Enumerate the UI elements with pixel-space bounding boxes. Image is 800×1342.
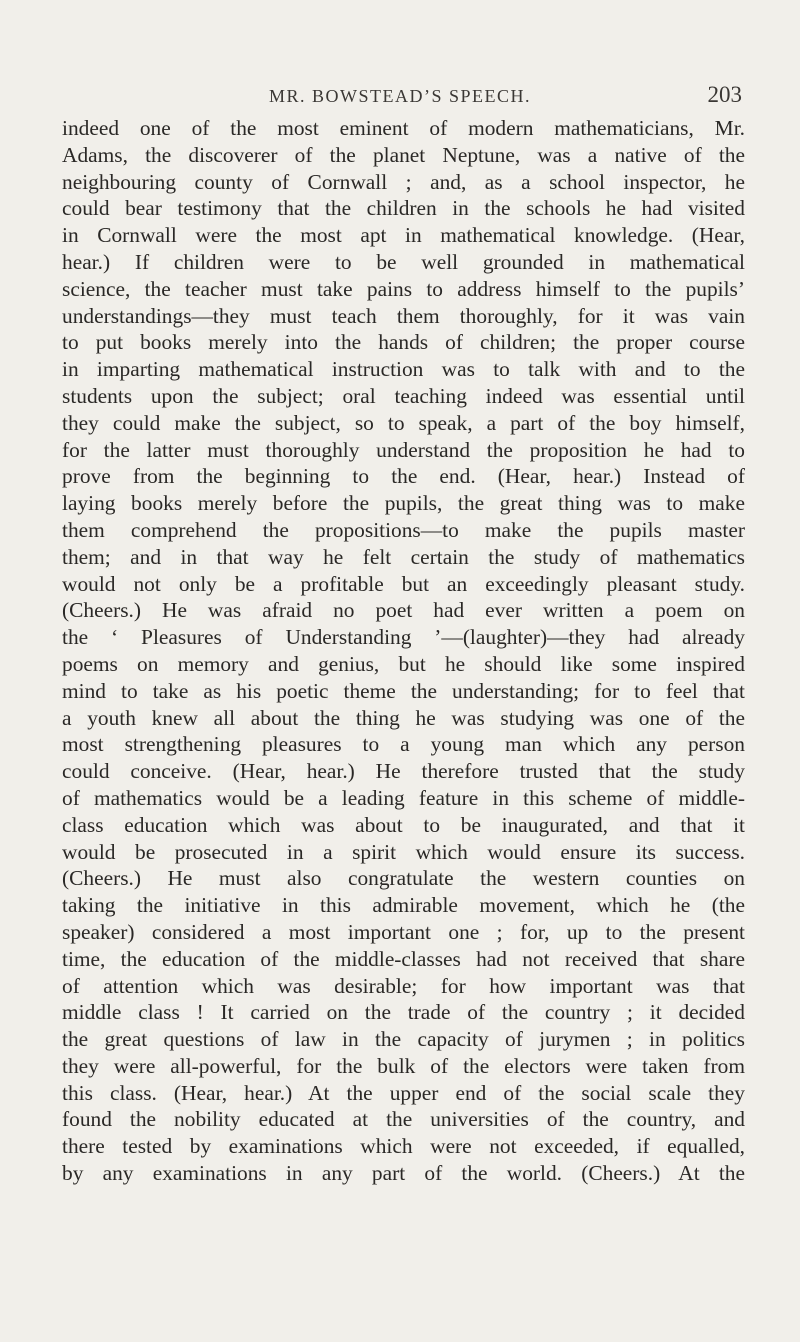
text-line: to put books merely into the hands of children; the proper course	[62, 330, 745, 355]
text-line: mind to take as his poetic theme the understanding; for to feel that	[62, 678, 745, 703]
text-line: in Cornwall were the most apt in mathematical knowledge. (Hear,	[62, 223, 745, 248]
text-line: the great questions of law in the capacity of jurymen ; in politics	[62, 1027, 745, 1052]
text-line: understandings—they must teach them thoroughly, for it was vain	[62, 303, 745, 328]
text-line: they were all-powerful, for the bulk of the electors were taken from	[62, 1053, 745, 1078]
text-line: (Cheers.) He must also congratulate the western counties on	[62, 866, 745, 891]
text-line: could bear testimony that the children in the schools he had visited	[62, 196, 745, 221]
text-line: of mathematics would be a leading feature in this scheme of middle-	[62, 785, 745, 810]
text-line: taking the initiative in this admirable movement, which he (the	[62, 893, 745, 918]
text-line: most strengthening pleasures to a young man which any person	[62, 732, 745, 757]
text-line: prove from the beginning to the end. (Hear, hear.) Instead of	[62, 464, 745, 489]
text-line: students upon the subject; oral teaching indeed was essential until	[62, 383, 745, 408]
text-line: neighbouring county of Cornwall ; and, as a school inspector, he	[62, 169, 745, 194]
text-line: them; and in that way he felt certain the study of mathematics	[62, 544, 745, 569]
page-number: 203	[707, 82, 742, 107]
text-line: the ‘ Pleasures of Understanding ’—(laughter)—they had already	[62, 625, 745, 650]
text-line: found the nobility educated at the universities of the country, and	[62, 1107, 745, 1132]
text-line: speaker) considered a most important one ; for, up to the present	[62, 919, 745, 944]
text-line: time, the education of the middle-classes had not received that share	[62, 946, 745, 971]
running-head: MR. BOWSTEAD’S SPEECH.	[268, 86, 532, 106]
text-line: a youth knew all about the thing he was studying was one of the	[62, 705, 745, 730]
text-line: they could make the subject, so to speak, a part of the boy himself,	[62, 410, 745, 435]
text-line: indeed one of the most eminent of modern mathematicians, Mr.	[62, 116, 745, 140]
text-line: Adams, the discoverer of the planet Neptune, was a native of the	[62, 142, 745, 167]
text-line: would be prosecuted in a spirit which would ensure its success.	[62, 839, 745, 864]
text-line: class education which was about to be inaugurated, and that it	[62, 812, 745, 837]
text-line: poems on memory and genius, but he should like some inspired	[62, 651, 745, 676]
text-line: in imparting mathematical instruction was to talk with and to the	[62, 357, 745, 382]
text-line: science, the teacher must take pains to address himself to the pupils’	[62, 276, 745, 301]
text-line: of attention which was desirable; for how important was that	[62, 973, 745, 998]
text-line: would not only be a profitable but an exceedingly pleasant study.	[62, 571, 745, 596]
text-line: there tested by examinations which were not exceeded, if equalled,	[62, 1134, 745, 1159]
text-line: (Cheers.) He was afraid no poet had ever written a poem on	[62, 598, 745, 623]
body-text	[62, 115, 745, 1187]
text-line: them comprehend the propositions—to make the pupils master	[62, 517, 745, 542]
page-header	[0, 78, 800, 118]
text-line: for the latter must thoroughly understand the proposition he had to	[62, 437, 745, 462]
text-line: middle class ! It carried on the trade of the country ; it decided	[62, 1000, 745, 1025]
text-line: could conceive. (Hear, hear.) He therefore trusted that the study	[62, 759, 745, 784]
text-line: by any examinations in any part of the world. (Cheers.) At the	[62, 1161, 745, 1186]
text-line: laying books merely before the pupils, the great thing was to make	[62, 491, 745, 516]
text-line: hear.) If children were to be well grounded in mathematical	[62, 249, 745, 274]
text-line: this class. (Hear, hear.) At the upper end of the social scale they	[62, 1080, 745, 1105]
